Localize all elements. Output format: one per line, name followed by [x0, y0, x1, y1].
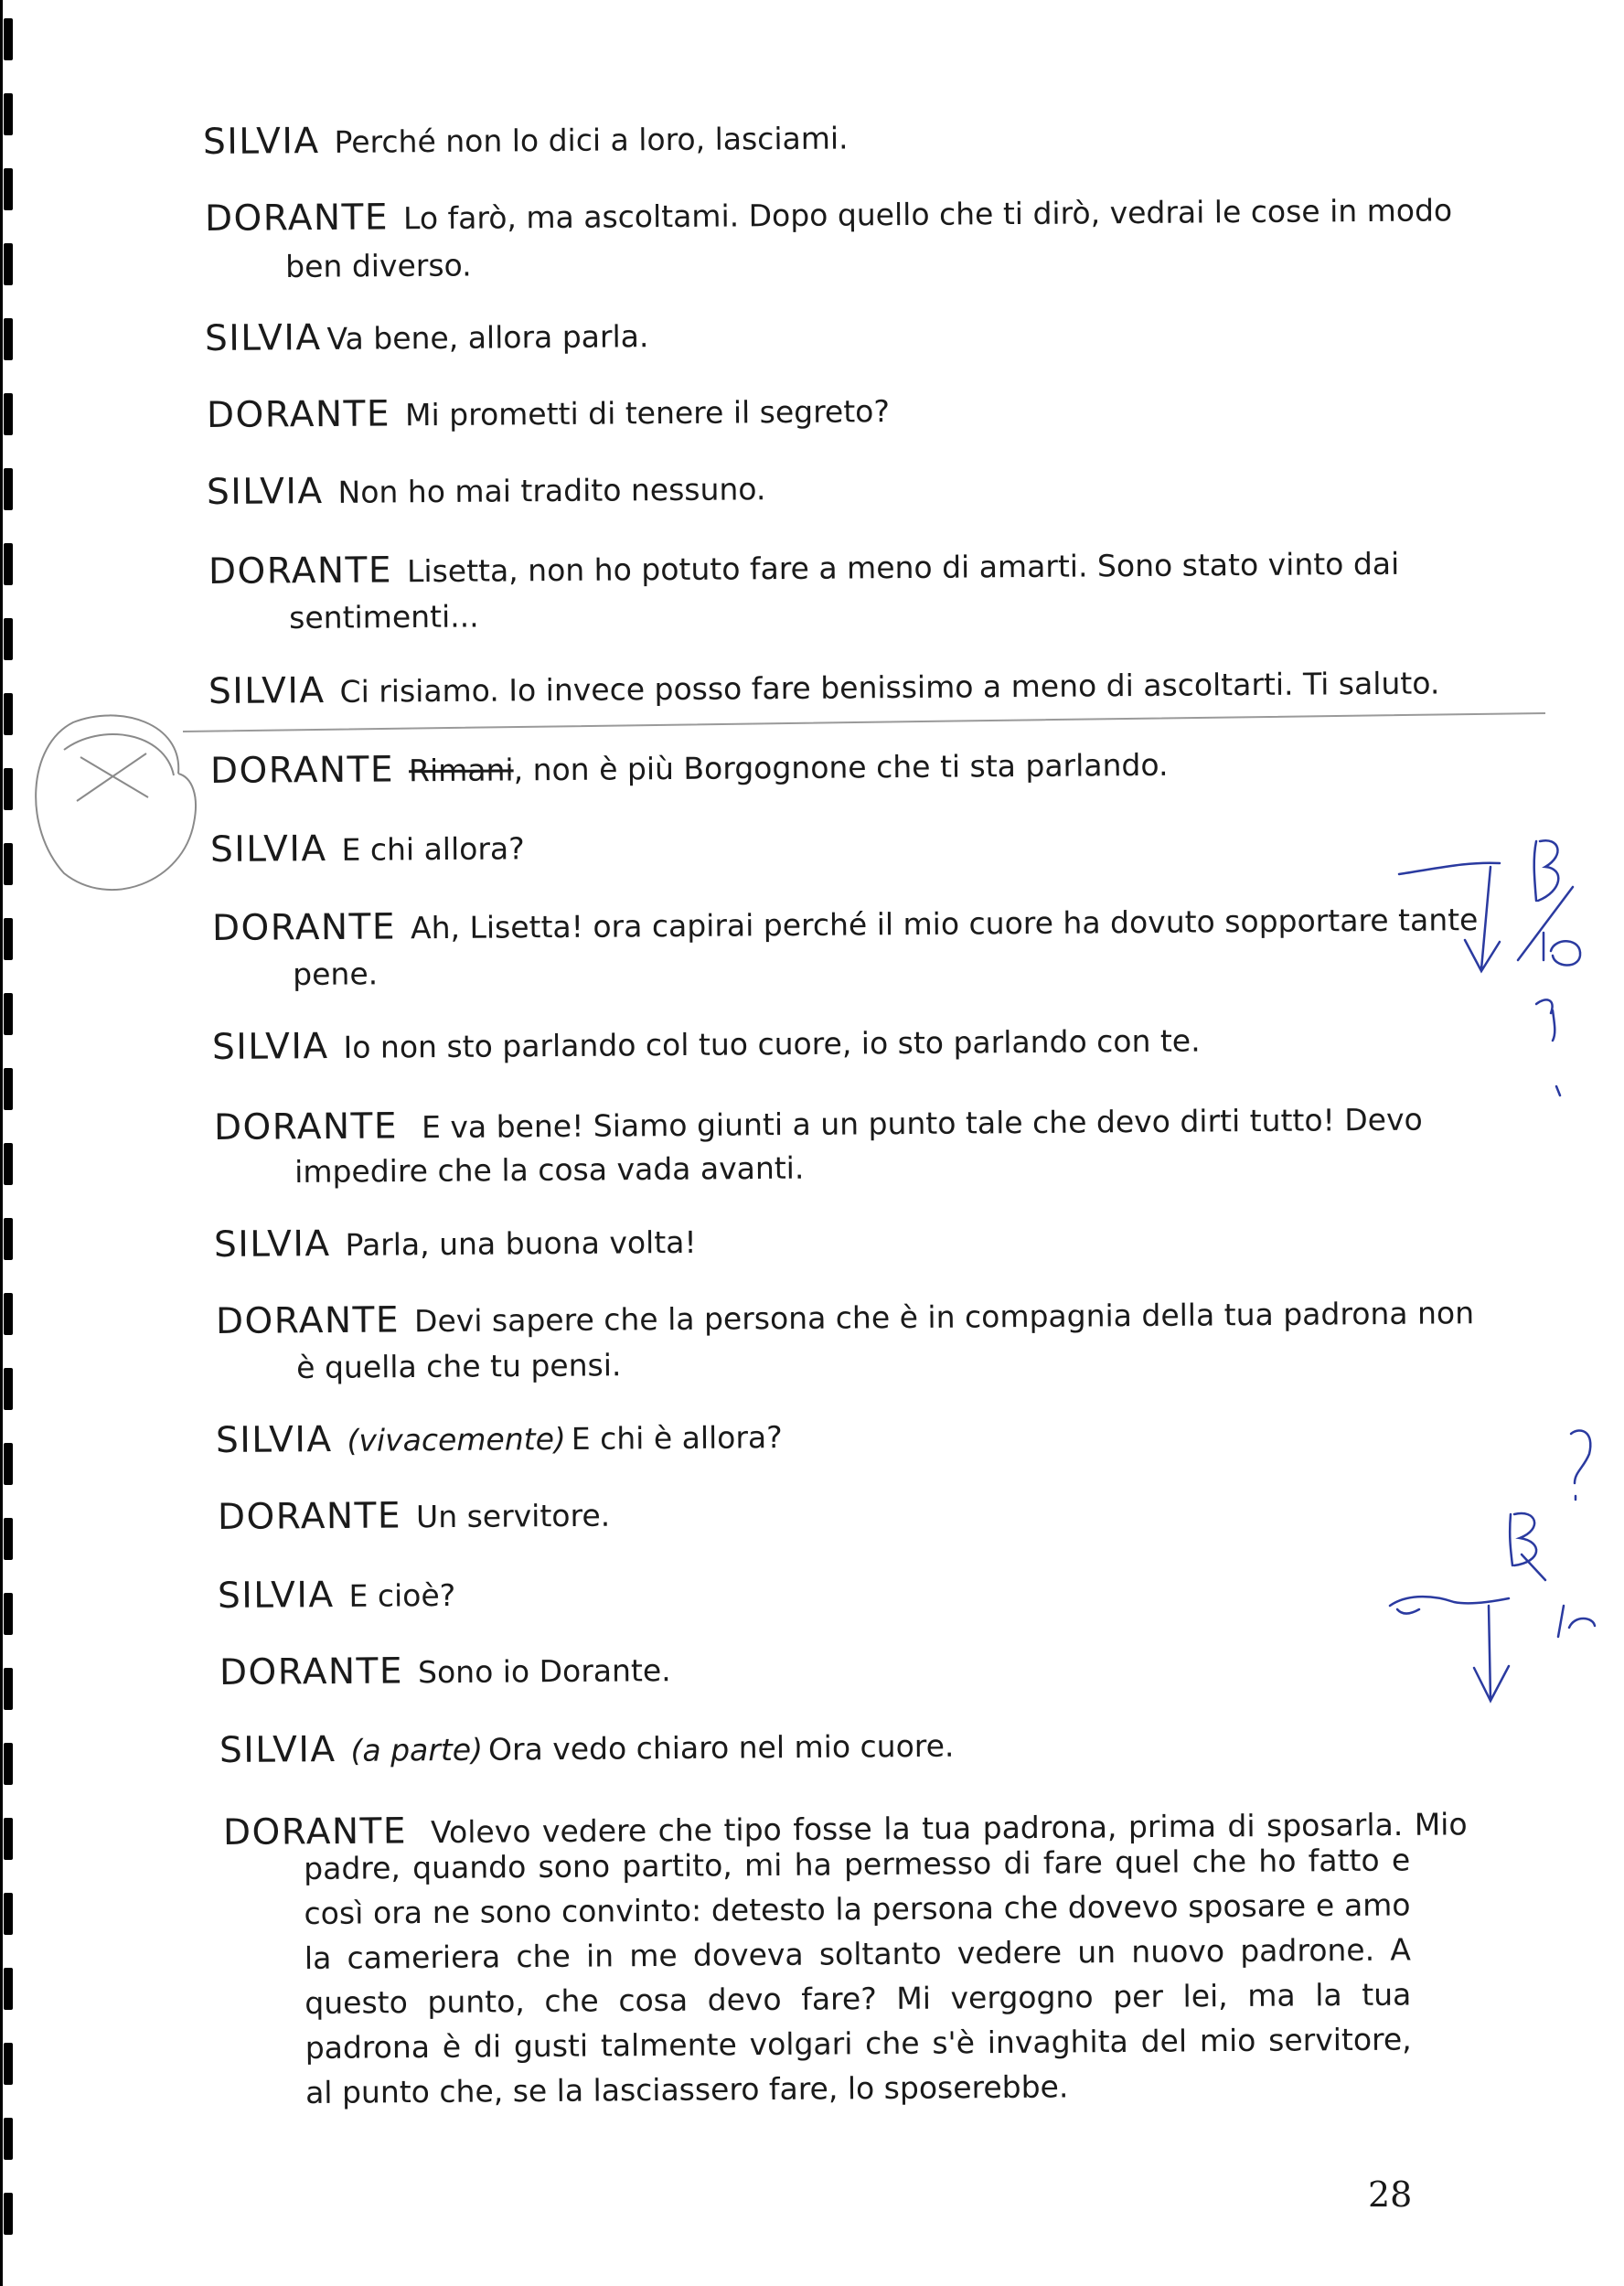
line-continuation: pene. [293, 956, 379, 992]
line-continuation: ben diverso. [285, 247, 472, 284]
line-text: Va bene, allora parla. [326, 318, 649, 357]
speaker-label: DORANTE [219, 1650, 404, 1693]
speaker-label: DORANTE [217, 1495, 402, 1538]
line-text: Non ho mai tradito nessuno. [337, 471, 766, 510]
line-text: E chi allora? [341, 830, 525, 868]
line-text: Io non sto parlando col tuo cuore, io sto parlando con te. [343, 1022, 1201, 1065]
speaker-label: SILVIA [217, 1574, 335, 1617]
line-text: Parla, una buona volta! [345, 1223, 697, 1263]
speaker-label: DORANTE [209, 749, 395, 792]
stage-direction: (a parte) [350, 1731, 484, 1768]
line-text: Perché non lo dici a loro, lasciami. [334, 120, 849, 160]
speaker-label: SILVIA [202, 120, 320, 163]
speaker-label: SILVIA [208, 669, 326, 712]
speaker-label: DORANTE [211, 906, 397, 949]
speaker-label: DORANTE [222, 1811, 408, 1853]
line-text: Ci risiamo. Io invece posso fare benissimo a meno di ascoltarti. Ti saluto. [339, 665, 1440, 710]
line-text: Mi prometti di tenere il segreto? [404, 393, 891, 433]
speaker-label: SILVIA [213, 1223, 331, 1266]
speaker-label: SILVIA [209, 828, 327, 871]
struck-word: Rimani [408, 752, 514, 789]
line-text: Ah, Lisetta! ora capirai perché il mio cuore ha dovuto sopportare tante [410, 902, 1479, 946]
line-text: , non è più Borgognone che ti sta parlando. [513, 746, 1169, 788]
speaker-label: DORANTE [213, 1106, 399, 1148]
line-text: Volevo vedere che tipo fosse la tua padrona, prima di sposarla. Mio [430, 1806, 1468, 1851]
line-text: E cioè? [348, 1576, 456, 1614]
line-text: Lo farò, ma ascoltami. Dopo quello che ti dirò, vedrai le cose in modo [402, 192, 1453, 237]
page-number: 28 [1368, 2174, 1413, 2215]
speaker-label: DORANTE [206, 393, 391, 436]
speaker-label: DORANTE [208, 550, 393, 593]
line-continuation: impedire che la cosa vada avanti. [294, 1149, 805, 1190]
speaker-label: DORANTE [215, 1299, 401, 1342]
line-text: Ora vedo chiaro nel mio cuore. [487, 1727, 955, 1768]
stage-direction: (vivacemente) [347, 1420, 566, 1458]
line-text: Un servitore. [415, 1497, 611, 1535]
ink-arrow-mark-lower [1390, 1430, 1595, 1701]
speaker-label: SILVIA [211, 1025, 329, 1068]
circled-x-mark [36, 715, 196, 890]
line-text: Devi sapere che la persona che è in compagnia della tua padrona non [413, 1295, 1475, 1340]
speaker-label: SILVIA [219, 1728, 337, 1771]
line-text: E va bene! Siamo giunti a un punto tale che devo dirti tutto! Devo [421, 1101, 1423, 1146]
speaker-label: DORANTE [204, 197, 390, 240]
line-text: E chi è allora? [571, 1419, 783, 1457]
line-text: Lisetta, non ho potuto fare a meno di amarti. Sono stato vinto dai [406, 545, 1400, 590]
line-text: Sono io Dorante. [417, 1652, 671, 1691]
ink-arrow-mark-upper [1399, 840, 1580, 1095]
pencil-divider-line [183, 713, 1545, 732]
line-continuation: è quella che tu pensi. [296, 1347, 622, 1385]
speaker-label: SILVIA [215, 1418, 333, 1461]
speaker-label: SILVIA [206, 470, 324, 513]
speaker-label: SILVIA [204, 316, 322, 359]
line-continuation: sentimenti... [289, 598, 479, 636]
paragraph-continuation: padre, quando sono partito, mi ha permesso di fare quel che ho fatto e così ora ne sono convinto: detesto la persona che dovevo sposare e amo la cameriera che in me doveva soltanto vedere un nuovo padrone. A questo punto, che cosa devo fare? Mi vergogno per lei, ma la tua padrona è di gusti talmente volgari che s'è invaghita del mio servitore, al punto che, se la lasciassero fare, lo sposerebbe. [304, 1842, 1412, 2110]
